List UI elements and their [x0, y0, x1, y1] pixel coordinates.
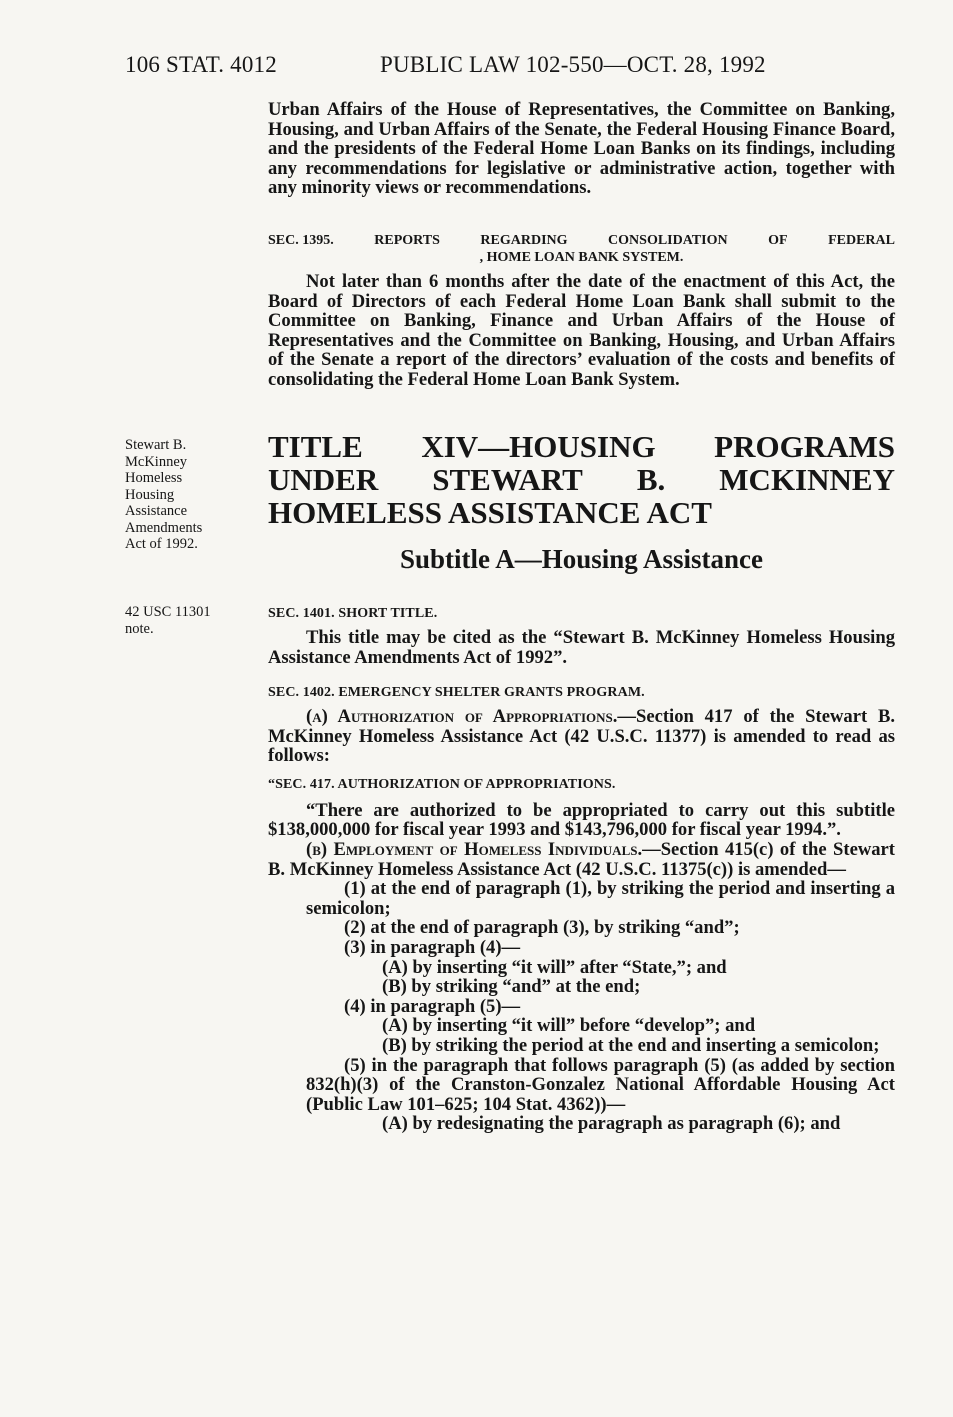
subsection-a	[268, 707, 895, 766]
heading-part: CONSOLIDATION	[608, 233, 728, 248]
margin-note-line: Homeless	[125, 470, 183, 486]
section-1395	[268, 232, 895, 390]
amendment-item-3b: (B) by striking “and” at the end;	[382, 976, 641, 998]
title-word: TITLE	[268, 429, 363, 464]
title-word: PROGRAMS	[714, 429, 895, 464]
amendment-item-2: (2) at the end of paragraph (3), by striking “and”;	[344, 917, 740, 939]
intro-section	[268, 100, 895, 198]
subtitle-a-heading: Subtitle A—Housing Assistance	[399, 544, 764, 574]
subsection-b	[268, 840, 895, 879]
section-1401	[268, 605, 895, 667]
margin-note-line: Assistance	[125, 503, 188, 519]
section-1401-heading: SEC. 1401. SHORT TITLE.	[268, 606, 438, 621]
heading-part: SEC. 1395.	[268, 233, 334, 248]
section-1402-heading: SEC. 1402. EMERGENCY SHELTER GRANTS PROGRAM.	[268, 685, 645, 700]
amendment-item-3a: (A) by inserting “it will” after “State,”; and	[382, 956, 727, 978]
public-law-ref: PUBLIC LAW 102-550—OCT. 28, 1992	[380, 52, 766, 77]
margin-note-line: Stewart B.	[125, 437, 187, 453]
margin-note-line: 42 USC 11301	[125, 604, 211, 620]
title-word: STEWART	[432, 462, 583, 497]
title-word: UNDER	[268, 462, 379, 497]
title-word: B.	[636, 462, 666, 497]
amendment-item-1: (1) at the end of paragraph (1), by striking the period and inserting a semicolon;	[306, 878, 895, 919]
margin-note-line: note.	[125, 620, 154, 637]
heading-part: REGARDING	[480, 233, 568, 248]
quoted-section-417-heading: “SEC. 417. AUTHORIZATION OF APPROPRIATIONS.	[268, 776, 616, 792]
title-word: MCKINNEY	[719, 462, 895, 497]
statute-page-ref: 106 STAT. 4012	[125, 52, 277, 77]
title-line-2	[268, 463, 895, 496]
amendment-item-4a: (A) by inserting “it will” before “develop”; and	[382, 1015, 756, 1037]
title-line-1	[268, 430, 895, 463]
intro-paragraph: Urban Affairs of the House of Representatives, the Committee on Banking, Housing, and Urban Affairs of the Senate, the Federal Housing Finance Board, and the presidents of the Federal Home Loan Banks on its findings, including any recommendations for legislative or administrative action, together with any minority views or recommendations.	[268, 99, 895, 199]
margin-note-line: Act of 1992.	[125, 536, 198, 552]
amendment-item-4: (4) in paragraph (5)—	[344, 995, 521, 1017]
margin-note-act-name	[125, 437, 255, 553]
title-xiv-heading	[268, 430, 895, 529]
section-1395-text: Not later than 6 months after the date of the enactment of this Act, the Board of Directors of each Federal Home Loan Bank shall submit to the Committee on Banking, Finance and Urban Affairs of the House of Representatives and the Committee on Banking, Housing, and Urban Affairs of the Senate a report of the directors’ evaluation of the costs and benefits of consolidating the Federal Home Loan Bank System.	[268, 271, 895, 390]
margin-note-line: Amendments	[125, 519, 203, 536]
subsection-b-text: —Section 415(c) of the Stewart B. McKinney Homeless Assistance Act (42 U.S.C. 11375(c)) is amended—	[268, 838, 895, 880]
heading-part: REPORTS	[374, 233, 440, 248]
margin-note-line: McKinney	[125, 453, 188, 470]
section-1401-text: This title may be cited as the “Stewart B. McKinney Homeless Housing Assistance Amendments Act of 1992”.	[268, 627, 895, 668]
amendment-item-5a: (A) by redesignating the paragraph as paragraph (6); and	[382, 1113, 841, 1135]
section-1395-heading	[268, 232, 895, 249]
section-1402	[268, 684, 895, 1134]
margin-note-line: Housing	[125, 486, 175, 503]
title-word: XIV—HOUSING	[421, 429, 656, 464]
amendment-item-3: (3) in paragraph (4)—	[344, 936, 521, 958]
heading-part: FEDERAL	[828, 233, 895, 248]
section-1395-heading-cont: , HOME LOAN BANK SYSTEM.	[479, 250, 684, 265]
subsection-a-text: —Section 417 of the Stewart B. McKinney Homeless Assistance Act (42 U.S.C. 11377) is amended to read as follows:	[268, 706, 895, 767]
amendment-item-5: (5) in the paragraph that follows paragraph (5) (as added by section 832(h)(3) of the Cranston-Gonzalez National Affordable Housing Act (Public Law 101–625; 104 Stat. 4362))—	[306, 1054, 895, 1115]
page-header	[0, 52, 953, 82]
subsection-b-label: (b) Employment of Homeless Individuals.	[306, 838, 643, 860]
quoted-section-417-text: “There are authorized to be appropriated to carry out this subtitle $138,000,000 for fiscal year 1993 and $143,796,000 for fiscal year 1994.”.	[268, 799, 895, 841]
margin-note-usc	[125, 604, 255, 637]
subsection-a-label: (a) Authorization of Appropriations.	[306, 706, 618, 727]
title-line-3: HOMELESS ASSISTANCE ACT	[268, 495, 712, 530]
amendment-item-4b: (B) by striking the period at the end and inserting a semicolon;	[382, 1034, 880, 1056]
heading-part: OF	[768, 233, 788, 248]
